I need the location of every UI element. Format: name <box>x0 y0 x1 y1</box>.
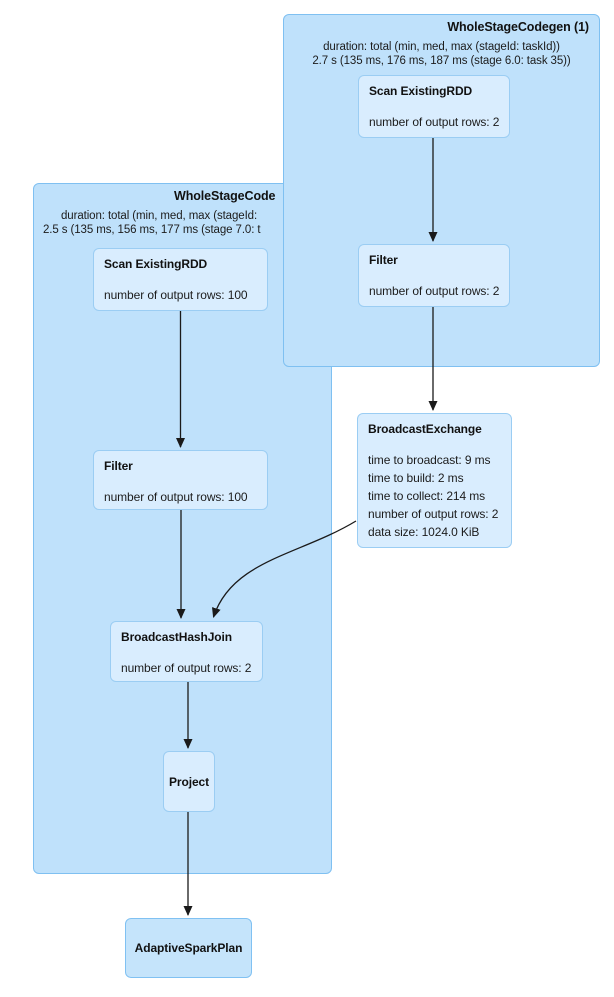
node-metrics <box>368 451 501 541</box>
node-label: AdaptiveSparkPlan <box>134 941 243 955</box>
node-broadcastexchange[interactable] <box>357 413 512 548</box>
node-label: Project <box>169 774 209 789</box>
node-metric: number of output rows: 100 <box>104 490 248 504</box>
cluster-2-title: WholeStageCode <box>174 189 276 203</box>
node-metric: number of output rows: 100 <box>104 288 248 302</box>
node-broadcasthashjoin[interactable] <box>110 621 263 682</box>
node-label: Scan ExistingRDD <box>104 257 208 271</box>
metric-time-to-build: time to build: 2 ms <box>368 471 464 485</box>
cluster-1-duration-label: duration: total (min, med, max (stageId: taskId)) <box>323 41 560 53</box>
edge-broadcastexchange-to-join <box>214 521 357 617</box>
node-label: Scan ExistingRDD <box>369 84 473 98</box>
node-scan-existingrdd-2[interactable] <box>93 248 268 311</box>
metric-data-size: data size: 1024.0 KiB <box>368 525 480 539</box>
node-scan-existingrdd-1[interactable] <box>358 75 510 138</box>
node-project[interactable] <box>163 751 215 812</box>
node-filter-2[interactable] <box>93 450 268 510</box>
cluster-2-duration-label: duration: total (min, med, max (stageId: <box>61 210 258 222</box>
node-metric: number of output rows: 2 <box>369 115 500 129</box>
node-label: BroadcastExchange <box>368 422 482 436</box>
cluster-1-title: WholeStageCodegen (1) <box>447 20 589 34</box>
node-filter-1[interactable] <box>358 244 510 307</box>
node-label: Filter <box>104 459 133 473</box>
node-label: BroadcastHashJoin <box>121 630 232 644</box>
cluster-1-duration-value: 2.7 s (135 ms, 176 ms, 187 ms (stage 6.0: task 35)) <box>312 55 571 67</box>
node-metric: number of output rows: 2 <box>369 284 500 298</box>
node-adaptivesparkplan[interactable] <box>125 918 252 978</box>
cluster-2-duration-value: 2.5 s (135 ms, 156 ms, 177 ms (stage 7.0: t <box>43 224 261 236</box>
metric-output-rows: number of output rows: 2 <box>368 507 499 521</box>
node-label: Filter <box>369 253 398 267</box>
metric-time-to-broadcast: time to broadcast: 9 ms <box>368 453 491 467</box>
node-metric: number of output rows: 2 <box>121 661 252 675</box>
metric-time-to-collect: time to collect: 214 ms <box>368 489 486 503</box>
